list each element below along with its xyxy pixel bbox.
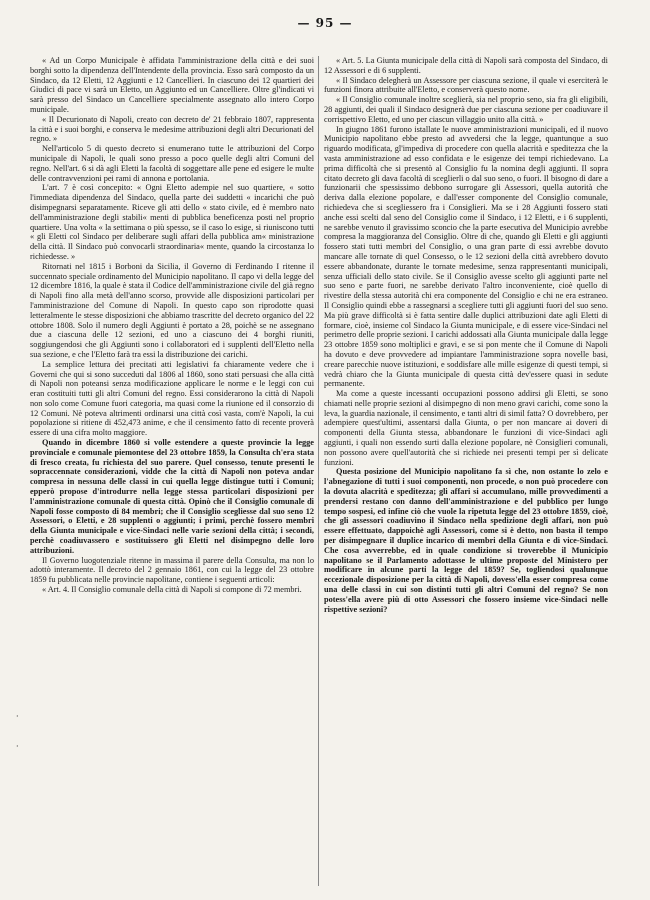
paragraph: « Il Consiglio comunale inoltre sceglierà, sia nel proprio seno, sia fra gli eligibili, 28 aggiunti, dei quali il Sindaco designerà due per ciascuna sezione per coadiuvare il corrispettivo Eletto, ed uno per ciascun villaggio unito alla città. » [324, 95, 608, 124]
paragraph: Ma come a queste incessanti occupazioni possono addirsi gli Eletti, se sono chiamati nelle proprie sezioni al disimpegno di non meno gravi carichi, come sono la leva, la guardia nazionale, il censimento, e tanti altri di simil fatta? O dovrebbero, per adempiere quest'ultimi, assentarsi dalla Giunta, o per non mancare ai doveri di componenti della Giunta stessa, abbandonare le funzioni di vice-Sindaci agli aggiunti, i quali non essendo surti dalla elezione popolare, nè Consiglieri comunali, non possono avere quell'autorità che si richiede nei presenti tempi per sì delicate funzioni. [324, 389, 608, 467]
paragraph: La semplice lettura dei precitati atti legislativi fa chiaramente vedere che i Governi che qui si sono succeduti dal 1806 al 1860, sono stati persuasi che alla città di Napoli non poteansi senza modificazione applicare le norme e le leggi con cui eran costituiti tutti gli altri Comuni del regno. Essi considerarono la città di Napoli non solo come Comune fuori categoria, ma quasi come la riunione ed il consorzio di 12 Comuni. Nè poteva altrimenti ordinarsi una città così vasta, com'è Napoli, la cui popolazione si ritiene di 452,473 anime, e che il censimento fatto di recente proverà essere di una cifra molto maggiore. [30, 359, 314, 438]
paragraph: Nell'articolo 5 di questo decreto si enumerano tutte le attribuzioni del Corpo municipale di Napoli, le quali sono presso a poco quelle degli altri Comuni del regno. Nell'art. 6 si dà agli Eletti la facoltà di soggettare alle pene ed esigere le multe delle contravvenzioni pei rami di annona e portolania. [30, 144, 314, 183]
paragraph: In giugno 1861 furono istallate le nuove amministrazioni municipali, ed il nuovo Municipio napolitano ebbe presto ad avvedersi che la legge, quantunque a suo riguardo modificata, gl'impediva di procedere con quella alacrità e speditezza che la vasta amministrazione ad esso confidata e le esigenze dei tempi richiedevano. La prima difficoltà che si presentò al Consiglio fu la nomina degli aggiunti. Il sopra citato decreto gli dava facoltà di sceglierli o dal suo seno, o fuori. Il bisogno di dare a funzionarii che spessissimo debbono surrogare gli Assessori, quella autorità che deriva dalla elezione popolare, e dall'esser componente del Consiglio comunale, richiedeva che si scegliessero fra i Consiglieri. Ma se i 28 Aggiunti fossero stati anche essi scelti dal seno del Consiglio come il Sindaco, i 12 Eletti, e i 6 supplenti, ne sarebbe venuto il gravissimo sconcio che la parte esecutiva del Municipio avrebbe compresa la maggioranza del Consiglio. Oltre di che, quando gli Eletti e gli aggiunti fossero stati tutti membri del Consiglio, o una gran parte di essi avrebbe dovuto mancare alle tornate di quel Consesso, o le 12 sezioni della città avrebbero dovuto essere abbandonate, durante le tornate medesime, senza rappresentanti municipali, senza ufficiali dello stato civile. Se il Consiglio avesse scelto gli aggiunti parte nel suo seno e parte fuori, ne sarebbe derivato l'altro inconveniente, cioè quello di rivestire della stessa autorità chi era componente del Consiglio e chi ne era estraneo. Il Consiglio quindi ebbe a rassegnarsi a scegliere tutti gli aggiunti fuori del suo seno. Ma più grave difficoltà si è fatta sentire dalle duplici attribuzioni date agli Eletti di formare, cioè, insieme col Sindaco la Giunta municipale, e di essere vice-Sindaci nel perimetro delle proprie sezioni. I carichi addossati alla Giunta municipale dalla legge 23 ottobre 1859 sono moltiplici e gravi, e se si pon mente che il Comune di Napoli ha dovuto e deve provvedere ad impiantare l'amministrazione sopra novelle basi, creare parecchie nuove istituzioni, e soddisfare alle mille esigenze di questi tempi, si vedrà chiaro che la Giunta municipale di questa città dev'essere quasi in sedute permanente. [324, 124, 608, 389]
paragraph: « Art. 4. Il Consiglio comunale della città di Napoli si compone di 72 membri. [42, 585, 302, 595]
paragraph: Questa posizione del Municipio napolitano fa sì che, non ostante lo zelo e l'abnegazione di tutti i suoi componenti, non procede, o non può procedere con la dovuta alacrità e speditezza; gli affari si accumulano, mille provvedimenti a prendersi restano con danno dell'amministrazione e del pubblico per lungo tempo sospesi, ed infine ciò che vuole la ripetuta legge del 23 ottobre 1859, cioè, che gli assessori coadiuvino il Sindaco nella spedizione degli affari, non può essere effettuato, dappoichè agli Assessori, come si è detto, non basta il tempo per disimpegnare il duplice incarico di membri della Giunta e di vice-Sindaci. Che cosa avverrebbe, ed in quale condizione si troverebbe il Municipio napolitano se il Parlamento adottasse le ultime proposte del Ministero per modificare in alcune parti la legge del 1859? Se, togliendosi qualunque eccezionale disposizione per la città di Napoli, dovess'ella esser compresa come una delle classi in cui son distinti tutti gli altri Comuni del regno? Se non potess'ella avere più di otto Assessori che fossero insieme vice-Sindaci nelle rispettive sezioni? [324, 467, 608, 614]
page-number: — 95 — [297, 16, 353, 30]
left-column [30, 56, 314, 886]
column-divider [318, 56, 319, 886]
paragraph: « Il Decurionato di Napoli, creato con decreto de' 21 febbraio 1807, rappresenta la città e i suoi borghi, e conserva le medesime attribuzioni degli altri Decurionati del regno. » [30, 114, 314, 144]
paragraph: « Art. 5. La Giunta municipale della città di Napoli sarà composta del Sindaco, di 12 Assessori e di 6 supplenti. [324, 56, 608, 75]
paragraph: L'art. 7 è così concepito: « Ogni Eletto adempie nel suo quartiere, « sotto l'immediata dipendenza del Sindaco, quella parte dei suddetti « incarichi che può disimpegnarsi separatamente. Riceve gli atti dello « stato civile, ed è membro nato dell'amministrazione degli stabili« menti di pubblica beneficenza posti nel proprio quartiere. Una volta « la settimana o più spesso, se il caso lo esige, si riuniscono tutti « gli Eletti col Sindaco per deliberare sugli affari della pubblica am« ministrazione della città. Il Sindaco può convocarli straordinaria« mente, quando la circostanza lo richiedesse. » [30, 183, 314, 261]
margin-mark: · [16, 742, 19, 751]
margin-mark: · [16, 712, 19, 721]
paragraph: « Ad un Corpo Municipale è affidata l'amministrazione della città e dei suoi borghi sotto la dipendenza dell'Intendente della provincia. Esso sarà composto da un Sindaco, da 12 Eletti, 12 Aggiunti e 12 Cancellieri. In ciascuno dei 12 quartieri dei Giudici di pace vi sarà un Eletto, un Aggiunto ed un Cancelliere. Oltre gl'indicati vi sarà presso del Sindaco un Cancelliere specialmente assegnato allo intero Corpo municipale. [30, 56, 314, 114]
paragraph: Il Governo luogotenziale ritenne in massima il parere della Consulta, ma non lo adottò interamente. Il decreto del 2 gennaio 1861, con cui la legge del 23 ottobre 1859 fu pubblicata nelle provincie napolitane, contiene i seguenti articoli: [30, 555, 314, 585]
paragraph: « Il Sindaco delegherà un Assessore per ciascuna sezione, il quale vi eserciterà le funzioni finora attribuite all'Eletto, e conserverà questo nome. [324, 75, 608, 95]
right-column [324, 56, 608, 886]
paragraph: Quando in dicembre 1860 si volle estendere a queste provincie la legge provinciale e comunale piemontese del 23 ottobre 1859, la Consulta ch'era stata di fresco creata, fu richiesta del suo parere. Quel consesso, tenute presenti le sopraccennate considerazioni, vidde che la città di Napoli non poteva andar compresa in nessuna delle classi in cui quella legge distingue tutti i Comuni; epperò propose d'introdurre nella legge stessa particolari disposizioni per l'amministrazione comunale di questa città. Opinò che il Consiglio comunale di Napoli fosse composto di 84 membri; che il Consiglio scegliesse dal suo seno 12 Assessori, o Eletti, e 28 supplenti o aggiunti; i primi, perchè fossero membri della Giunta municipale e vice-Sindaci nelle varie sezioni della città; i secondi, perchè coadiuvassero e sostituissero gli Eletti nel disimpegno delle loro attribuzioni. [30, 438, 314, 555]
paragraph: Ritornati nel 1815 i Borboni da Sicilia, il Governo di Ferdinando I ritenne il succennato speciale ordinamento del Municipio napolitano. Il capo vi della legge del 12 dicembre 1816, la quale è stata il Codice dell'amministrazione civile del già regno di Napoli fino alla metà dell'anno scorso, provvide alle disposizioni particolari per l'amministrazione del Comune di Napoli. In questo capo son riprodotte quasi letteralmente le stesse disposizioni che abbiamo trascritte del decreto organico del 22 ottobre 1808. Solo il numero degli Aggiunti è portato a 28, poichè se ne assegnano due a ciascuna delle 12 sezioni, ed uno a ciascuno dei 4 borghi riuniti, soggiungendosi che gli Aggiunti sono i collaboratori ed i supplenti dell'Eletto nella sua sezione, e che l'Eletto farà tra essi la distribuzione dei carichi. [30, 261, 314, 359]
